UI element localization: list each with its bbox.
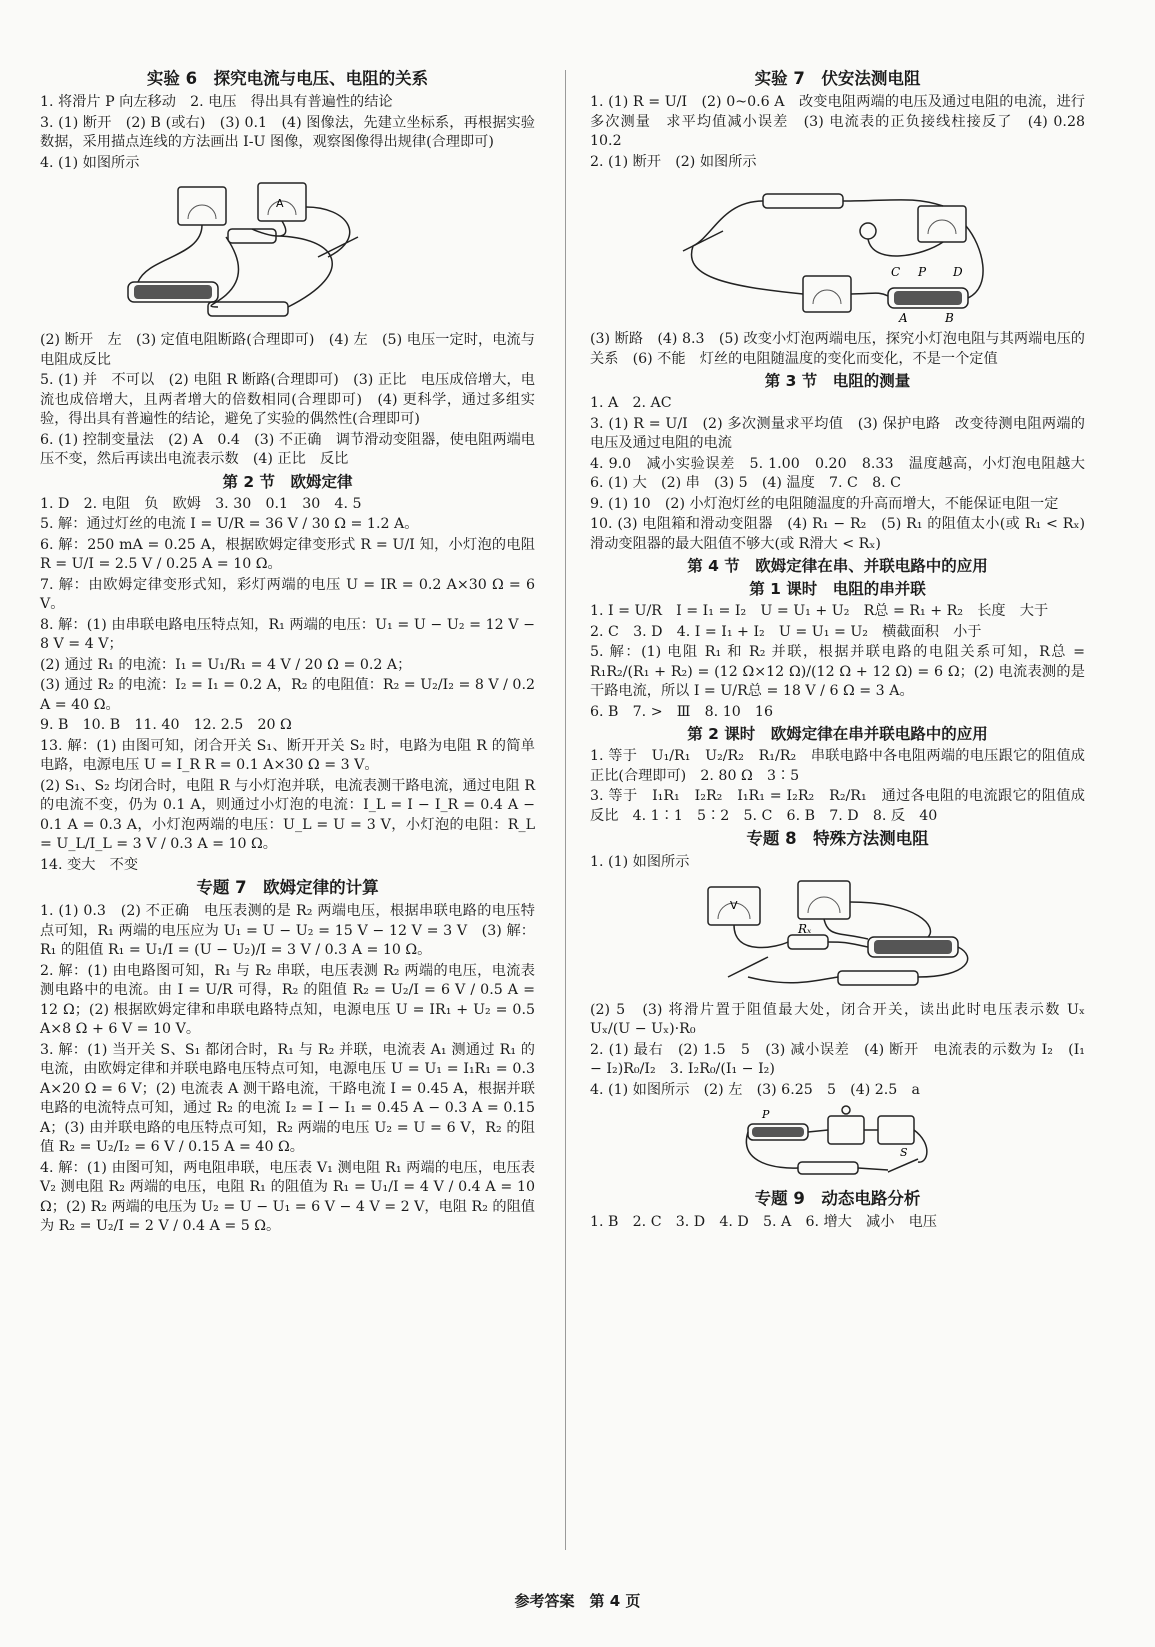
topic7-title: 专题 7 欧姆定律的计算 [196, 878, 379, 897]
circuit-figure-exp6 [108, 177, 468, 327]
topic9-title: 专题 9 动态电路分析 [754, 1189, 921, 1208]
sec4b-answer-3: 3. 等于 I₁R₁ I₂R₂ I₁R₁ = I₂R₂ R₂/R₁ 通过各电阻的电流跟它的阻值成反比 4. 1∶1 5∶2 5. C 6. B 7. D 8. 反 40 [590, 788, 1085, 824]
fig-label-rx: Rₓ [797, 921, 811, 936]
circuit-figure-topic8 [688, 877, 988, 997]
fig-label-b: B [944, 311, 954, 325]
fig-label-ammeter: A [275, 197, 284, 210]
sec4-answer-2: 2. C 3. D 4. I = I₁ + I₂ U = U₁ = U₂ 横截面积 小于 [590, 623, 982, 640]
topic7-answer-1: 1. (1) 0.3 (2) 不正确 电压表测的是 R₂ 两端电压，根据串联电路的电压特点可知，R₁ 两端的电压应为 U₁ = U − U₂ = 15 V − 12 V = 3 V (3) 解：R₁ 的阻值 R₁ = U₁/I = (U − U₂)/I = 3 V / 0.3 A = 10 Ω。 [40, 903, 535, 958]
topic7-answer-3: 3. 解：(1) 当开关 S、S₁ 都闭合时，R₁ 与 R₂ 并联，电流表 A₁ 测通过 R₁ 的电流，由欧姆定律和并联电路电压特点可知，电源电压 U = U₁ = I₁R₁ = 0.3 A×20 Ω = 6 V；(2) 电流表 A 测干路电流，干路电流 I = 0.45 A，根据并联电路的电流特点可知，通过 R₂ 的电流 I₂ = I − I₁ = 0.45 A − 0.3 A = 0.15 A；(3) 由并联电路的电压特点可知，R₂ 两端的电压 U₂ = U = 6 V，R₂ 的阻值 R₂ = U₂/I₂ = 6 V / 0.15 A = 40 Ω。 [40, 1041, 535, 1155]
topic8-answer-1b: (2) 5 (3) 将滑片置于阻值最大处，闭合开关，读出此时电压表示数 Uₓ Uₓ/(U − Uₓ)·R₀ [590, 1001, 1100, 1037]
sec3-answer-9: 9. (1) 10 (2) 小灯泡灯丝的电阻随温度的升高而增大，不能保证电阻一定 [590, 495, 1059, 512]
sec4-answer-1: 1. I = U/R I = I₁ = I₂ U = U₁ + U₂ R总 = R₁ + R₂ 长度 大于 [590, 603, 1049, 619]
sec3-answer-1: 1. A 2. AC [590, 395, 672, 411]
topic8-answer-1a: 1. (1) 如图所示 [590, 854, 690, 870]
column-divider [565, 70, 566, 1550]
topic7-answer-2: 2. 解：(1) 由电路图可知，R₁ 与 R₂ 串联，电压表测 R₂ 两端的电压，电流表测电路中的电流。由 I = U/R 可得，R₂ 的阻值 R₂ = U₂/I = 6 V / 0.5 A = 12 Ω；(2) 根据欧姆定律和串联电路特点知，电源电压 U = IR₁ + U₂ = 0.5 A×8 Ω + 6 V = 10 V。 [40, 962, 535, 1037]
sec3-answer-10: 10. (3) 电阻箱和滑动变阻器 (4) R₁ − R₂ (5) R₁ 的阻值太小(或 R₁ < Rₓ) 滑动变阻器的最大阻值不够大(或 R滑大 < Rₓ) [590, 516, 1100, 552]
exp6-answer-6: 6. (1) 控制变量法 (2) A 0.4 (3) 不正确 调节滑动变阻器，使电阻两端电压不变，然后再读出电流表示数 (4) 正比 反比 [40, 431, 535, 467]
fig-label-voltmeter: V [729, 898, 738, 912]
sec3-title: 第 3 节 电阻的测量 [764, 372, 911, 390]
sec2-answer-8a: 8. 解：(1) 由串联电路电压特点知，R₁ 两端的电压：U₁ = U − U₂ = 12 V − 8 V = 4 V； [40, 616, 535, 652]
sec4-answer-5: 5. 解：(1) 电阻 R₁ 和 R₂ 并联，根据并联电路的电阻关系可知，R总 = R₁R₂/(R₁ + R₂) = (12 Ω×12 Ω)/(12 Ω + 12 Ω) = 6 Ω；(2) 电流表测的是干路电流，所以 I = U/R总 = 18 V / 6 Ω = 3 A。 [590, 644, 1085, 699]
circuit-figure-topic8-q4 [738, 1104, 938, 1184]
fig-label-p: P [917, 265, 926, 279]
fig-label-c: C [890, 265, 900, 279]
fig-label-d: D [952, 265, 963, 279]
sec3-answer-4: 4. 9.0 减小实验误差 5. 1.00 0.20 8.33 温度越高，小灯泡电阻越大 6. (1) 大 (2) 串 (3) 5 (4) 温度 7. C 8. C [590, 455, 1100, 491]
page-footer: 参考答案 第 4 页 [514, 1592, 641, 1610]
topic7-answer-4: 4. 解：(1) 由图可知，两电阻串联，电压表 V₁ 测电阻 R₁ 两端的电压，电压表 V₂ 测电阻 R₂ 两端的电压，电阻 R₁ 的阻值为 R₁ = U₁/I = 4 V / 0.4 A = 10 Ω；(2) R₂ 两端的电压为 U₂ = U − U₁ = 6 V − 4 V = 2 V，电阻 R₂ 的阻值为 R₂ = U₂/I = 2 V / 0.4 A = 5 Ω。 [40, 1159, 535, 1234]
fig-label-a: A [898, 311, 908, 325]
exp6-answer-5: 5. (1) 并 不可以 (2) 电阻 R 断路(合理即可) (3) 正比 电压成倍增大，电流也成倍增大，且两者增大的倍数相同(合理即可) (4) 更科学，通过多组实验，得出具有普遍性的结论，避免了实验的偶然性(合理即可) [40, 372, 535, 427]
sec4-lesson2-title: 第 2 课时 欧姆定律在串并联电路中的应用 [687, 725, 988, 743]
exp6-answer-4a: 4. (1) 如图所示 [40, 154, 140, 171]
left-column [40, 66, 535, 1238]
exp6-answer-3: 3. (1) 断开 (2) B (或右) (3) 0.1 (4) 图像法，先建立坐标系，再根据实验数据，采用描点连线的方法画出 I-U 图像，观察图像得出规律(合理即可) [40, 114, 535, 150]
sec2-answer-8b: (2) 通过 R₁ 的电流：I₁ = U₁/R₁ = 4 V / 20 Ω = 0.2 A； [40, 656, 412, 673]
sec4-answer-6: 6. B 7. > Ⅲ 8. 10 16 [590, 703, 773, 720]
sec2-title: 第 2 节 欧姆定律 [222, 472, 353, 491]
topic9-answer-1: 1. B 2. C 3. D 4. D 5. A 6. 增大 减小 电压 [590, 1214, 937, 1230]
topic8-answer-2: 2. (1) 最右 (2) 1.5 5 (3) 减小误差 (4) 断开 电流表的示数为 I₂ (I₁ − I₂)R₀/I₂ 3. I₂R₀/(I₁ − I₂) [590, 1041, 1085, 1077]
sec4-lesson1-title: 第 1 课时 电阻的串并联 [749, 580, 926, 598]
exp7-answer-2a: 2. (1) 断开 (2) 如图所示 [590, 153, 757, 170]
sec2-answer-5: 5. 解：通过灯丝的电流 I = U/R = 36 V / 30 Ω = 1.2 A。 [40, 516, 419, 532]
exp7-answer-2b: (3) 断路 (4) 8.3 (5) 改变小灯泡两端电压，探究小灯泡电阻与其两端电压的关系 (6) 不能 灯丝的电阻随温度的变化而变化，不是一个定值 [590, 331, 1085, 367]
fig-label-switch-s: S [899, 1146, 908, 1159]
sec2-answer-1: 1. D 2. 电阻 负 欧姆 3. 30 0.1 30 4. 5 [40, 495, 362, 512]
sec2-answer-14: 14. 变大 不变 [40, 856, 139, 873]
topic8-answer-4: 4. (1) 如图所示 (2) 左 (3) 6.25 5 (4) 2.5 a [590, 1081, 920, 1098]
topic8-title: 专题 8 特殊方法测电阻 [746, 829, 929, 848]
right-column [590, 66, 1100, 1234]
exp7-title: 实验 7 伏安法测电阻 [754, 69, 921, 88]
exp6-answer-1: 1. 将滑片 P 向左移动 2. 电压 得出具有普遍性的结论 [40, 94, 393, 110]
sec3-answer-3: 3. (1) R = U/I (2) 多次测量求平均值 (3) 保护电路 改变待测电阻两端的电压及通过电阻的电流 [590, 415, 1085, 451]
sec2-answer-13a: 13. 解：(1) 由图可知，闭合开关 S₁、断开开关 S₂ 时，电路为电阻 R 的简单电路，电源电压 U = I_R R = 0.1 A×30 Ω = 3 V。 [40, 737, 535, 773]
sec2-answer-8c: (3) 通过 R₂ 的电流：I₂ = I₁ = 0.2 A，R₂ 的电阻值：R₂ = U₂/I₂ = 8 V / 0.2 A = 40 Ω。 [40, 677, 535, 713]
sec2-answer-6: 6. 解：250 mA = 0.25 A，根据欧姆定律变形式 R = U/I 知，小灯泡的电阻 R = U/I = 2.5 V / 0.25 A = 10 Ω。 [40, 536, 535, 572]
fig-label-p-slider: P [761, 1108, 769, 1121]
sec2-answer-13b: (2) S₁、S₂ 均闭合时，电阻 R 与小灯泡并联，电流表测干路电流，通过电阻 R 的电流不变，仍为 0.1 A，则通过小灯泡的电流：I_L = I − I_R = 0.4 A − 0.1 A = 0.3 A，小灯泡两端的电压：U_L = U = 3 V，小灯泡的电阻：R_L = U_L/I_L = 3 V / 0.3 A = 10 Ω。 [40, 777, 535, 852]
exp6-answer-4b: (2) 断开 左 (3) 定值电阻断路(合理即可) (4) 左 (5) 电压一定时，电流与电阻成反比 [40, 332, 535, 368]
circuit-figure-exp7 [663, 176, 1013, 326]
sec2-answer-7: 7. 解：由欧姆定律变形式知，彩灯两端的电压 U = IR = 0.2 A×30 Ω = 6 V。 [40, 576, 535, 612]
sec2-answer-9: 9. B 10. B 11. 40 12. 2.5 20 Ω [40, 717, 292, 733]
exp7-answer-1: 1. (1) R = U/I (2) 0~0.6 A 改变电阻两端的电压及通过电阻的电流，进行多次测量 求平均值减小误差 (3) 电流表的正负接线柱接反了 (4) 0.28 10.2 [590, 94, 1100, 149]
exp6-title: 实验 6 探究电流与电压、电阻的关系 [146, 69, 429, 88]
sec4-title: 第 4 节 欧姆定律在串、并联电路中的应用 [687, 557, 988, 575]
sec4b-answer-1: 1. 等于 U₁/R₁ U₂/R₂ R₁/R₂ 串联电路中各电阻两端的电压跟它的阻值成正比(合理即可) 2. 80 Ω 3∶5 [590, 748, 1085, 784]
